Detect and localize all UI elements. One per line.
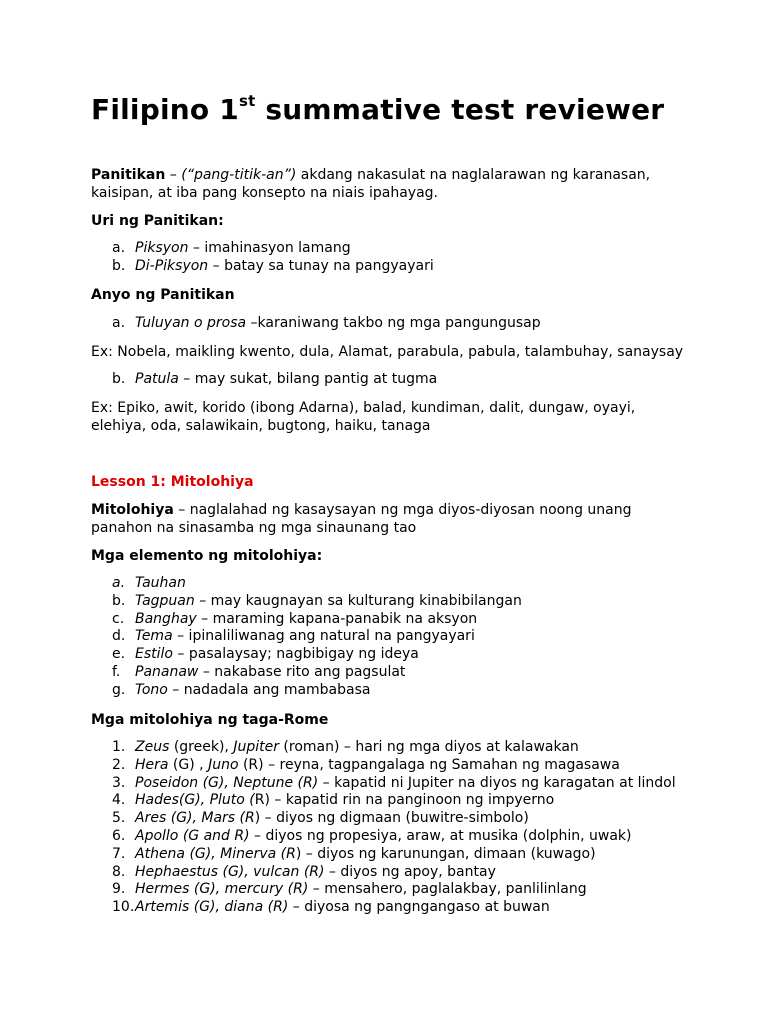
list-item xyxy=(91,739,676,757)
item-term: Hera xyxy=(135,756,169,773)
panitikan-definition xyxy=(91,166,691,202)
list-marker: a. xyxy=(112,240,126,256)
list-marker: 1. xyxy=(112,739,126,755)
list-marker: 9. xyxy=(112,881,126,898)
list-marker: e. xyxy=(112,646,126,663)
list-item xyxy=(91,371,437,389)
item-term: Athena (G), Minerva (R xyxy=(135,845,296,862)
panitikan-text: akdang nakasulat na naglalarawan ng karanasan, kaisipan, at iba pang konsepto na niais ipahayag. xyxy=(91,167,651,201)
item-term: Banghay xyxy=(135,610,197,627)
item-term: Pananaw xyxy=(135,663,199,680)
list-marker: a. xyxy=(112,575,126,591)
item-text: – kapatid ni Jupiter na diyos ng karagatan at lindol xyxy=(318,774,676,791)
list-item xyxy=(91,575,522,593)
item-text: – may kaugnayan sa kulturang kinabibilangan xyxy=(194,592,522,609)
list-marker: 7. xyxy=(112,845,126,862)
item-term: Tono xyxy=(135,681,168,698)
item-term: Tagpuan xyxy=(135,592,195,609)
item-text: – nadadala ang mambabasa xyxy=(167,681,371,698)
item-text: R) – kapatid rin na panginoon ng impyerno xyxy=(254,792,555,809)
anyo-heading: Anyo ng Panitikan xyxy=(91,287,235,303)
anyo-list-b xyxy=(91,371,437,389)
rome-heading: Mga mitolohiya ng taga-Rome xyxy=(91,712,329,728)
list-item xyxy=(91,593,522,611)
title-rest: summative test reviewer xyxy=(255,93,665,126)
uri-heading: Uri ng Panitikan: xyxy=(91,213,224,229)
item-text: (roman) – hari ng mga diyos at kalawakan xyxy=(278,739,579,755)
list-marker: 3. xyxy=(112,774,126,791)
item-term: Zeus xyxy=(135,739,170,755)
list-marker: g. xyxy=(112,681,126,698)
list-item xyxy=(91,899,676,917)
rome-list xyxy=(91,739,676,917)
list-marker: b. xyxy=(112,257,126,274)
list-item xyxy=(91,628,522,646)
page-title xyxy=(91,92,664,128)
item-text: – ipinaliliwanag ang natural na pangyayari xyxy=(172,628,475,645)
item-term: Poseidon (G), Neptune (R) xyxy=(135,774,319,791)
item-term: Juno xyxy=(208,756,239,773)
item-text: (R) – reyna, tagpangalaga ng Samahan ng magasawa xyxy=(238,756,620,773)
lesson-heading: Lesson 1: Mitolohiya xyxy=(91,474,254,490)
mitolohiya-text: – naglalahad ng kasaysayan ng mga diyos-diyosan noong unang panahon na sinasamba ng mga sinaunang tao xyxy=(91,502,632,536)
item-text: – batay sa tunay na pangyayari xyxy=(208,257,434,274)
list-marker: 6. xyxy=(112,827,126,844)
list-item xyxy=(91,315,541,333)
list-marker: f. xyxy=(112,663,121,680)
item-term: Tauhan xyxy=(135,575,186,591)
item-term: Hades(G), Pluto ( xyxy=(135,792,255,809)
anyo-example-b: Ex: Epiko, awit, korido (ibong Adarna), balad, kundiman, dalit, dungaw, oyayi, elehiya, oda, salawikain, bugtong, haiku, tanaga xyxy=(91,400,636,434)
item-text: – diyos ng propesiya, araw, at musika (dolphin, uwak) xyxy=(249,827,632,844)
list-marker: c. xyxy=(112,610,125,627)
item-text: – diyos ng apoy, bantay xyxy=(324,863,496,880)
uri-list xyxy=(91,240,434,276)
item-text: –karaniwang takbo ng mga pangungusap xyxy=(246,315,541,331)
list-item xyxy=(91,611,522,629)
item-text: – nakabase rito ang pagsulat xyxy=(198,663,406,680)
elemento-list xyxy=(91,575,522,700)
list-item xyxy=(91,792,676,810)
item-text: – imahinasyon lamang xyxy=(188,240,351,256)
title-main: Filipino 1 xyxy=(91,93,239,126)
item-text: ) – diyos ng digmaan (buwitre-simbolo) xyxy=(254,810,529,827)
mitolohiya-term: Mitolohiya xyxy=(91,502,174,518)
list-item xyxy=(91,682,522,700)
elemento-heading: Mga elemento ng mitolohiya: xyxy=(91,548,323,564)
list-item xyxy=(91,810,676,828)
list-item xyxy=(91,864,676,882)
item-term: Artemis (G), diana (R) xyxy=(135,899,289,916)
list-item xyxy=(91,240,434,258)
item-term: Patula xyxy=(135,371,179,387)
list-item xyxy=(91,846,676,864)
item-term: Estilo xyxy=(135,646,173,663)
list-marker: b. xyxy=(112,371,126,387)
list-marker: 10. xyxy=(112,899,135,916)
panitikan-gloss: (“pang-titik-an”) xyxy=(181,167,297,183)
list-item xyxy=(91,757,676,775)
list-marker: 8. xyxy=(112,863,126,880)
list-marker: a. xyxy=(112,315,126,331)
item-text: – maraming kapana-panabik na aksyon xyxy=(196,610,478,627)
item-text: (G) , xyxy=(168,756,209,773)
item-text: – pasalaysay; nagbibigay ng ideya xyxy=(172,646,419,663)
item-text: (greek), xyxy=(169,739,234,755)
item-term: Ares (G), Mars (R xyxy=(135,810,255,827)
item-text: – mensahero, paglalakbay, panlilinlang xyxy=(308,881,587,898)
title-superscript: st xyxy=(238,92,256,110)
item-term: Di-Piksyon xyxy=(135,257,209,274)
list-item xyxy=(91,664,522,682)
list-item xyxy=(91,775,676,793)
list-item xyxy=(91,828,676,846)
item-term: Hephaestus (G), vulcan (R) xyxy=(135,863,325,880)
list-item xyxy=(91,881,676,899)
list-marker: 2. xyxy=(112,756,126,773)
list-marker: 4. xyxy=(112,792,126,809)
list-marker: d. xyxy=(112,628,126,645)
list-item xyxy=(91,258,434,276)
list-item xyxy=(91,646,522,664)
item-text: ) – diyos ng karunungan, dimaan (kuwago) xyxy=(295,845,596,862)
item-term: Hermes (G), mercury (R) xyxy=(135,881,309,898)
anyo-list-a xyxy=(91,315,541,333)
item-term: Tuluyan o prosa xyxy=(135,315,247,331)
item-term: Apollo (G and R) xyxy=(135,827,250,844)
item-term: Jupiter xyxy=(233,739,279,755)
panitikan-dash: – xyxy=(165,167,182,183)
anyo-example-a: Ex: Nobela, maikling kwento, dula, Alamat, parabula, pabula, talambuhay, sanaysay xyxy=(91,344,684,360)
list-marker: b. xyxy=(112,592,126,609)
item-term: Piksyon xyxy=(135,240,189,256)
item-term: Tema xyxy=(135,628,173,645)
list-marker: 5. xyxy=(112,810,126,827)
item-text: – diyosa ng pangngangaso at buwan xyxy=(288,899,550,916)
panitikan-term: Panitikan xyxy=(91,167,166,183)
mitolohiya-definition xyxy=(91,501,651,537)
item-text: – may sukat, bilang pantig at tugma xyxy=(178,371,438,387)
